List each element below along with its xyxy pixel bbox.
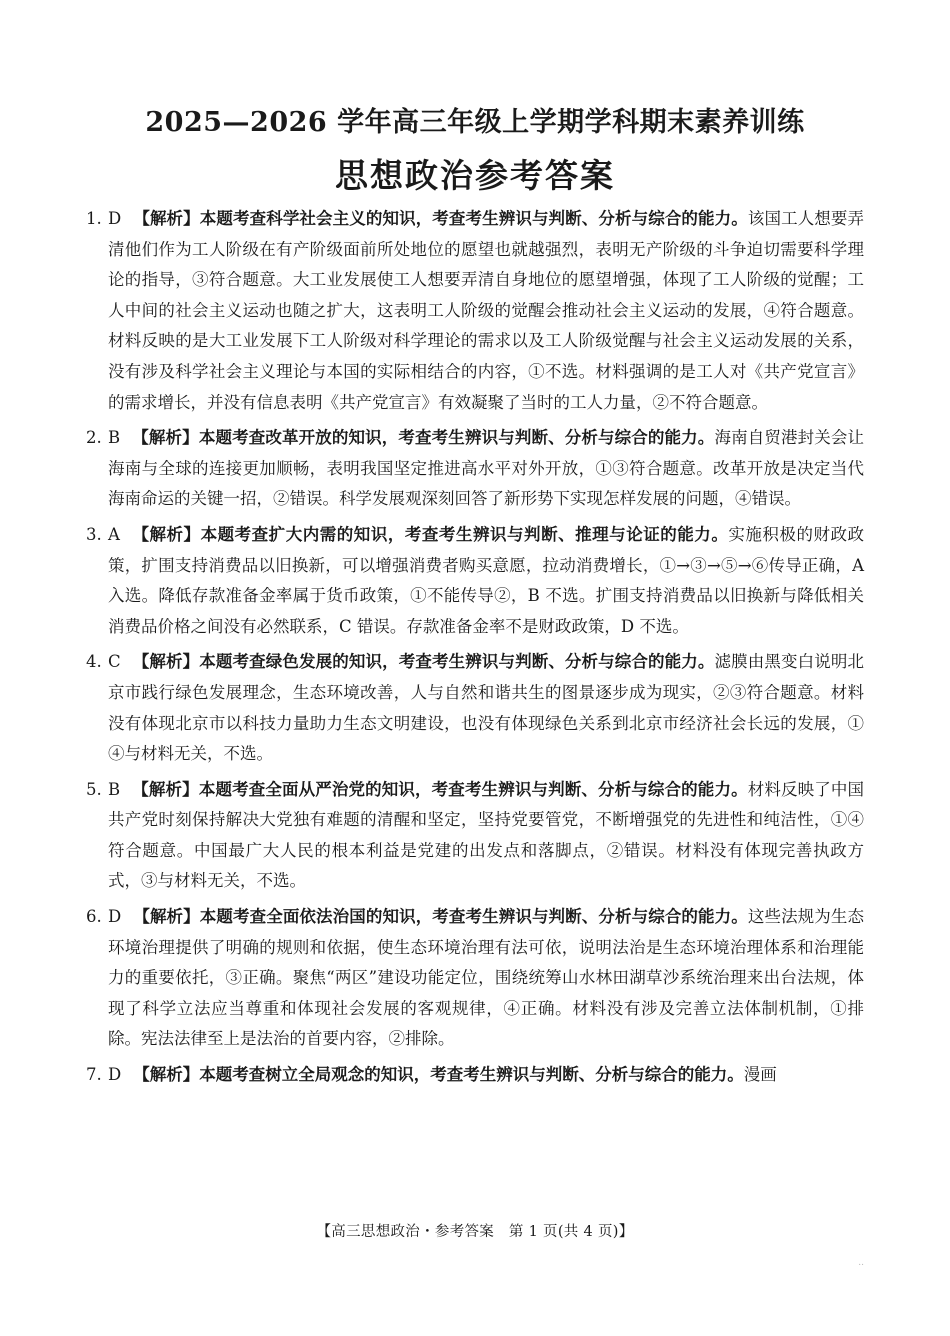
- question-number: 4.: [86, 652, 102, 672]
- document-title: 思想政治参考答案: [335, 156, 615, 195]
- answer-choice: A: [108, 524, 120, 544]
- question-number: 1.: [86, 209, 102, 228]
- answer-item-3: [86, 520, 864, 642]
- analysis-lead: 本题考查扩大内需的知识，考查考生辨识与判断、推理与论证的能力。: [200, 524, 729, 544]
- answer-list: [86, 204, 864, 1096]
- analysis-lead: 本题考查绿色发展的知识，考查考生辨识与判断、分析与综合的能力。: [199, 652, 715, 672]
- analysis-lead: 本题考查科学社会主义的知识，考查考生辨识与判断、分析与综合的能力。: [199, 209, 748, 228]
- answer-item-5: [86, 775, 864, 897]
- analysis-lead: 本题考查树立全局观念的知识，考查考生辨识与判断、分析与综合的能力。: [199, 1065, 744, 1085]
- question-number: 5.: [86, 779, 102, 799]
- analysis-body: 海南自贸港封关会让海南与全球的连接更加顺畅，表明我国坚定推进高水平对外开放，①③符合题意。改革开放是决定当代海南命运的关键一招，②错误。科学发展观深刻回答了新形势下实现怎样发展的问题，④错误。: [108, 428, 865, 509]
- answer-choice: B: [108, 428, 121, 448]
- analysis-body: 实施积极的财政政策，扩围支持消费品以旧换新，可以增强消费者购买意愿，拉动消费增长，①→③→⑤→⑥传导正确，A 入选。降低存款准备金率属于货币政策，①不能传导②，B 不选。扩围支持消费品以旧换新与降低相关消费品价格之间没有必然联系，C 错误。存款准备金率不是财政政策，D 不选。: [108, 524, 865, 636]
- analysis-tag: 【解析】: [132, 652, 200, 672]
- answer-item-6: [86, 902, 864, 1055]
- analysis-body: 滤膜由黑变白说明北京市践行绿色发展理念，生态环境改善，人与自然和谐共生的图景逐步成为现实，②③符合题意。材料没有体现北京市以科技力量助力生态文明建设，也没有体现绿色关系到北京市经济社会长远的发展，①④与材料无关，不选。: [108, 652, 865, 764]
- analysis-lead: 本题考查全面从严治党的知识，考查考生辨识与判断、分析与综合的能力。: [198, 779, 748, 799]
- analysis-body: 漫画: [743, 1065, 777, 1085]
- analysis-tag: 【解析】: [133, 209, 200, 228]
- answer-choice: C: [108, 652, 121, 672]
- answer-item-4: [86, 647, 864, 769]
- answer-choice: D: [108, 907, 122, 927]
- analysis-tag: 【解析】: [133, 1065, 200, 1085]
- exam-title: 2025—2026 学年高三年级上学期学科期末素养训练: [145, 107, 805, 138]
- answer-item-1: [86, 204, 864, 418]
- question-number: 2.: [86, 428, 102, 448]
- analysis-tag: 【解析】: [133, 907, 200, 927]
- question-number: 7.: [86, 1065, 102, 1085]
- corner-mark: ..: [858, 1258, 864, 1268]
- analysis-body: 该国工人想要弄清他们作为工人阶级在有产阶级面前所处地位的愿望也就越强烈，表明无产阶级的斗争迫切需要科学理论的指导，③符合题意。大工业发展使工人想要弄清自身地位的愿望增强，体现了工人阶级的觉醒；工人中间的社会主义运动也随之扩大，这表明工人阶级的觉醒会推动社会主义运动的发展，④符合题意。材料反映的是大工业发展下工人阶级对科学理论的需求以及工人阶级觉醒与社会主义运动发展的关系，没有涉及科学社会主义理论与本国的实际相结合的内容，①不选。材料强调的是工人对《共产党宣言》的需求增长，并没有信息表明《共产党宣言》有效凝聚了当时的工人力量，②不符合题意。: [108, 209, 865, 412]
- analysis-body: 这些法规为生态环境治理提供了明确的规则和依据，使生态环境治理有法可依，说明法治是生态环境治理体系和治理能力的重要依托，③正确。聚焦“两区”建设功能定位，围绕统筹山水林田湖草沙系统治理来出台法规，体现了科学立法应当尊重和体现社会发展的客观规律，④正确。材料没有涉及完善立法体制机制，①排除。宪法法律至上是法治的首要内容，②排除。: [108, 907, 865, 1049]
- analysis-tag: 【解析】: [131, 524, 201, 544]
- analysis-body: 材料反映了中国共产党时刻保持解决大党独有难题的清醒和坚定，坚持党要管党，不断增强党的先进性和纯洁性，①④符合题意。中国最广大人民的根本利益是党建的出发点和落脚点，②错误。材料没有体现完善执政方式，③与材料无关，不选。: [108, 779, 865, 891]
- question-number: 3.: [86, 524, 102, 544]
- analysis-lead: 本题考查改革开放的知识，考查考生辨识与判断、分析与综合的能力。: [198, 428, 715, 448]
- page-footer: 【高三思想政治・参考答案 第 1 页(共 4 页)】: [316, 1224, 634, 1240]
- answer-item-2: [86, 423, 864, 515]
- analysis-tag: 【解析】: [132, 779, 199, 799]
- answer-choice: D: [108, 209, 122, 228]
- analysis-lead: 本题考查全面依法治国的知识，考查考生辨识与判断、分析与综合的能力。: [199, 907, 748, 927]
- answer-choice: B: [108, 779, 121, 799]
- analysis-tag: 【解析】: [132, 428, 199, 448]
- answer-choice: D: [108, 1065, 122, 1085]
- question-number: 6.: [86, 907, 102, 927]
- answer-item-7: [86, 1060, 864, 1091]
